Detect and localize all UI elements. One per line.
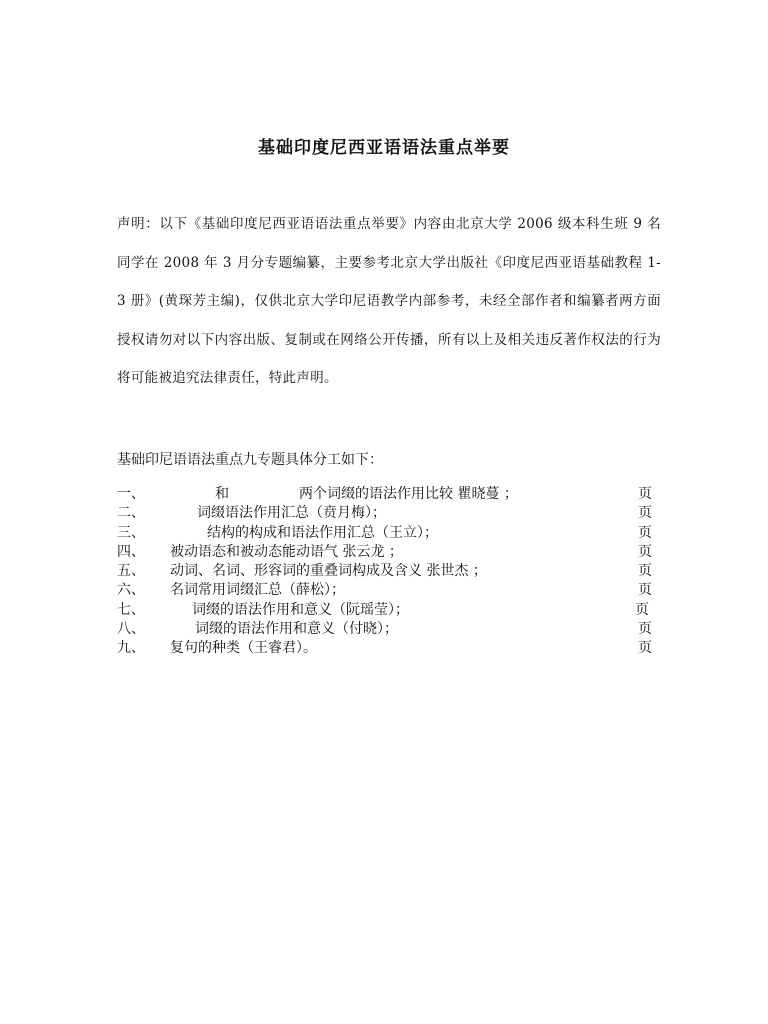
topic-text: 被动语态和被动态能动语气 张云龙 ； xyxy=(170,543,403,560)
topic-number: 九、 xyxy=(117,640,145,657)
topic-row-5 xyxy=(117,562,652,581)
page-label: 页 xyxy=(638,582,652,599)
topic-row-1 xyxy=(117,485,652,504)
topic-number: 七、 xyxy=(117,601,145,618)
page-label: 页 xyxy=(638,505,652,522)
topic-number: 三、 xyxy=(117,524,145,541)
page-label: 页 xyxy=(638,543,652,560)
topic-number: 六、 xyxy=(117,582,145,599)
copyright-declaration: 声明：以下《基础印度尼西亚语语法重点举要》内容由北京大学 2006 级本科生班 9 名同学在 2008 年 3 月分专题编纂，主要参考北京大学出版社《印度尼西亚语基础教程 1-3 册》(黄琛芳主编)，仅供北京大学印尼语教学内部参考，未经全部作者和编纂者两方面授权请勿对以下内容出版、复制或在网络公开传播，所有以上及相关违反著作权法的行为将可能被追究法律责任，特此声明。 xyxy=(117,216,661,386)
page-label: 页 xyxy=(638,563,652,580)
topic-row-8 xyxy=(117,620,652,639)
topic-text: 词缀的语法作用和意义（付晓）； xyxy=(195,621,398,638)
topic-number: 八、 xyxy=(117,621,145,638)
topic-number: 四、 xyxy=(117,543,145,560)
topic-text: 复句的种类（王睿君）。 xyxy=(170,640,317,657)
topic-text: 动词、名词、形容词的重叠词构成及含义 张世杰 ； xyxy=(170,563,487,580)
page-label: 页 xyxy=(638,640,652,657)
topic-text: 词缀的语法作用和意义（阮瑶莹）； xyxy=(192,601,409,618)
topic-text: 词缀语法作用汇总（贲月梅）； xyxy=(197,505,386,522)
topic-row-6 xyxy=(117,581,652,600)
topic-row-2 xyxy=(117,504,652,523)
topic-number: 五、 xyxy=(117,563,145,580)
topic-text: 和 两个词缀的语法作用比较 瞿晓蔓 ； xyxy=(215,486,518,502)
topic-list xyxy=(117,485,652,659)
topic-row-9 xyxy=(117,639,652,658)
topic-text: 名词常用词缀汇总（薛松）； xyxy=(170,582,345,599)
page-label: 页 xyxy=(638,486,652,502)
topic-number: 一、 xyxy=(117,486,145,502)
topic-row-3 xyxy=(117,524,652,543)
page-label: 页 xyxy=(635,601,649,618)
division-intro: 基础印尼语语法重点九专题具体分工如下： xyxy=(117,452,383,468)
topic-text: 结构的构成和语法作用汇总（王立）； xyxy=(207,524,438,541)
topic-row-4 xyxy=(117,543,652,562)
topic-row-7 xyxy=(117,601,652,620)
page-label: 页 xyxy=(638,524,652,541)
page-label: 页 xyxy=(638,621,652,638)
topic-number: 二、 xyxy=(117,505,145,522)
document-title: 基础印度尼西亚语语法重点举要 xyxy=(258,138,510,158)
